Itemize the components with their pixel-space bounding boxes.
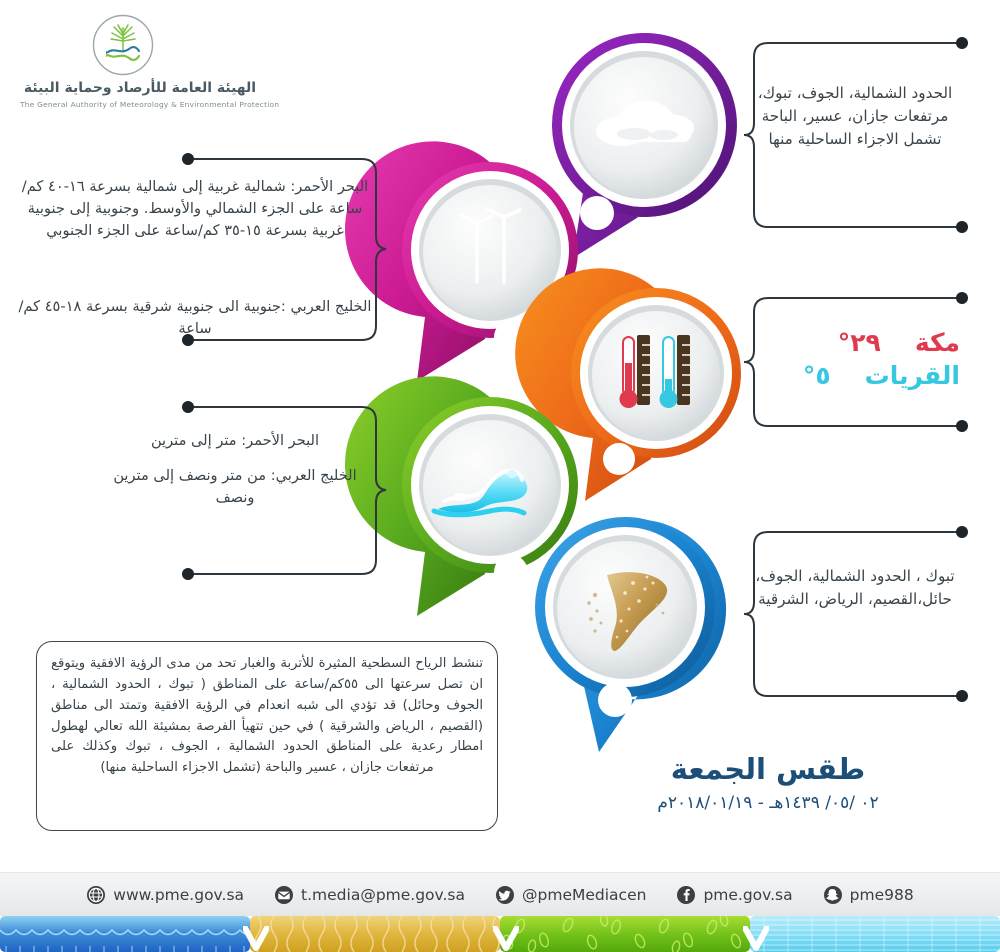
water-panel	[0, 916, 250, 952]
twitter-icon	[495, 885, 515, 905]
footer-item-twitter[interactable]	[495, 885, 646, 905]
page-title: طقس الجمعة	[670, 752, 866, 786]
footer-label-twitter: @pmeMediacen	[522, 886, 647, 904]
waves-callout-line2: الخليج العربي: من متر ونصف إلى مترين ونصف	[113, 467, 357, 507]
cold-city-label: القريات	[864, 361, 960, 390]
temperature-pin-marker[interactable]	[563, 283, 753, 528]
footer-item-website[interactable]	[86, 885, 244, 905]
waves-callout-line1: البحر الأحمر: متر إلى مترين	[150, 432, 320, 449]
air-panel	[750, 916, 1000, 952]
panel-divider-chevron-1	[243, 926, 269, 952]
wind-callout-line2: الخليج العربي :جنوبية الى جنوبية شرقية بسرعة ١٨-٤٥ كم/ساعة	[18, 298, 372, 338]
page-date: ٠٢ /٠٥/ ١٤٣٩هـ - ٢٠١٨/٠١/١٩م	[657, 793, 879, 813]
panel-divider-chevron-2	[493, 926, 519, 952]
hot-temperature-value: ٢٩°	[837, 328, 881, 357]
envelope-icon	[274, 885, 294, 905]
clouds-callout-text: الحدود الشمالية، الجوف، تبوك، مرتفعات جازان، عسير، الباحة تشمل الاجزاء الساحلية منها	[757, 84, 953, 149]
temperature-values	[770, 328, 960, 390]
organization-logo	[20, 12, 280, 117]
globe-icon	[86, 885, 106, 905]
summary-paragraph-text: تنشط الرياح السطحية المثيرة للأتربة والغبار تحد من مدى الرؤية الافقية ويتوقع ان تصل سرعتها الى ٥٥كم/ساعة على المناطق ( تبوك ، الحدود الشمالية ، الجوف وحائل) قد تؤدي الى شبه انعدام في الرؤية الافقية وتمتد الى مناطق (القصيم ، الرياض والشرقية ) في حين تتهيأ الفرصة بمشيئة الله تعالي لهطول امطار رعدية على المناطق الحدود الشمالية ، الجوف ، تبوك وكذلك على مرتفعات جازان ، عسير والباحة (تشمل الاجزاء الساحلية منها)	[51, 656, 483, 776]
dust-pin-marker[interactable]	[525, 512, 730, 772]
footer-item-email[interactable]	[274, 885, 465, 905]
contact-footer	[0, 872, 1000, 917]
logo-text-english: The General Authority of Meteorology & Environmental Protection	[20, 100, 280, 109]
cold-temperature-value: ٥°	[802, 361, 831, 390]
wind-callout-line1: البحر الأحمر: شمالية غربية إلى شمالية بسرعة ١٦-٤٠ كم/ساعة على الجزء الشمالي والأوسط. وجنوبية إلى جنوبية غربية بسرعة ١٥-٣٥ كم/ساعة على الجزء الجنوبي	[21, 178, 369, 240]
footer-label-website: www.pme.gov.sa	[113, 886, 245, 904]
temperature-row-cold	[770, 361, 960, 390]
element-panels-strip	[0, 916, 1000, 952]
dust-callout-text: تبوك ، الحدود الشمالية، الجوف، حائل،القصيم، الرياض، الشرقية	[755, 567, 955, 609]
vegetation-panel	[500, 916, 750, 952]
snapchat-icon	[823, 885, 843, 905]
footer-item-snapchat[interactable]	[823, 885, 914, 905]
temperature-row-hot	[770, 328, 960, 357]
summary-paragraph-box	[36, 641, 498, 831]
footer-label-email: t.media@pme.gov.sa	[301, 886, 466, 904]
facebook-icon	[676, 885, 696, 905]
hot-city-label: مكة	[914, 328, 960, 357]
panel-divider-chevron-3	[743, 926, 769, 952]
footer-item-facebook[interactable]	[676, 885, 792, 905]
footer-label-facebook: pme.gov.sa	[703, 886, 793, 904]
dust-callout-brace	[740, 524, 970, 708]
footer-label-snapchat: pme988	[849, 886, 914, 904]
logo-text-arabic: الهيئة العامة للأرصاد وحماية البيئة	[23, 80, 257, 96]
saudi-palm-swords-emblem-icon	[92, 14, 154, 76]
sand-panel	[250, 916, 500, 952]
